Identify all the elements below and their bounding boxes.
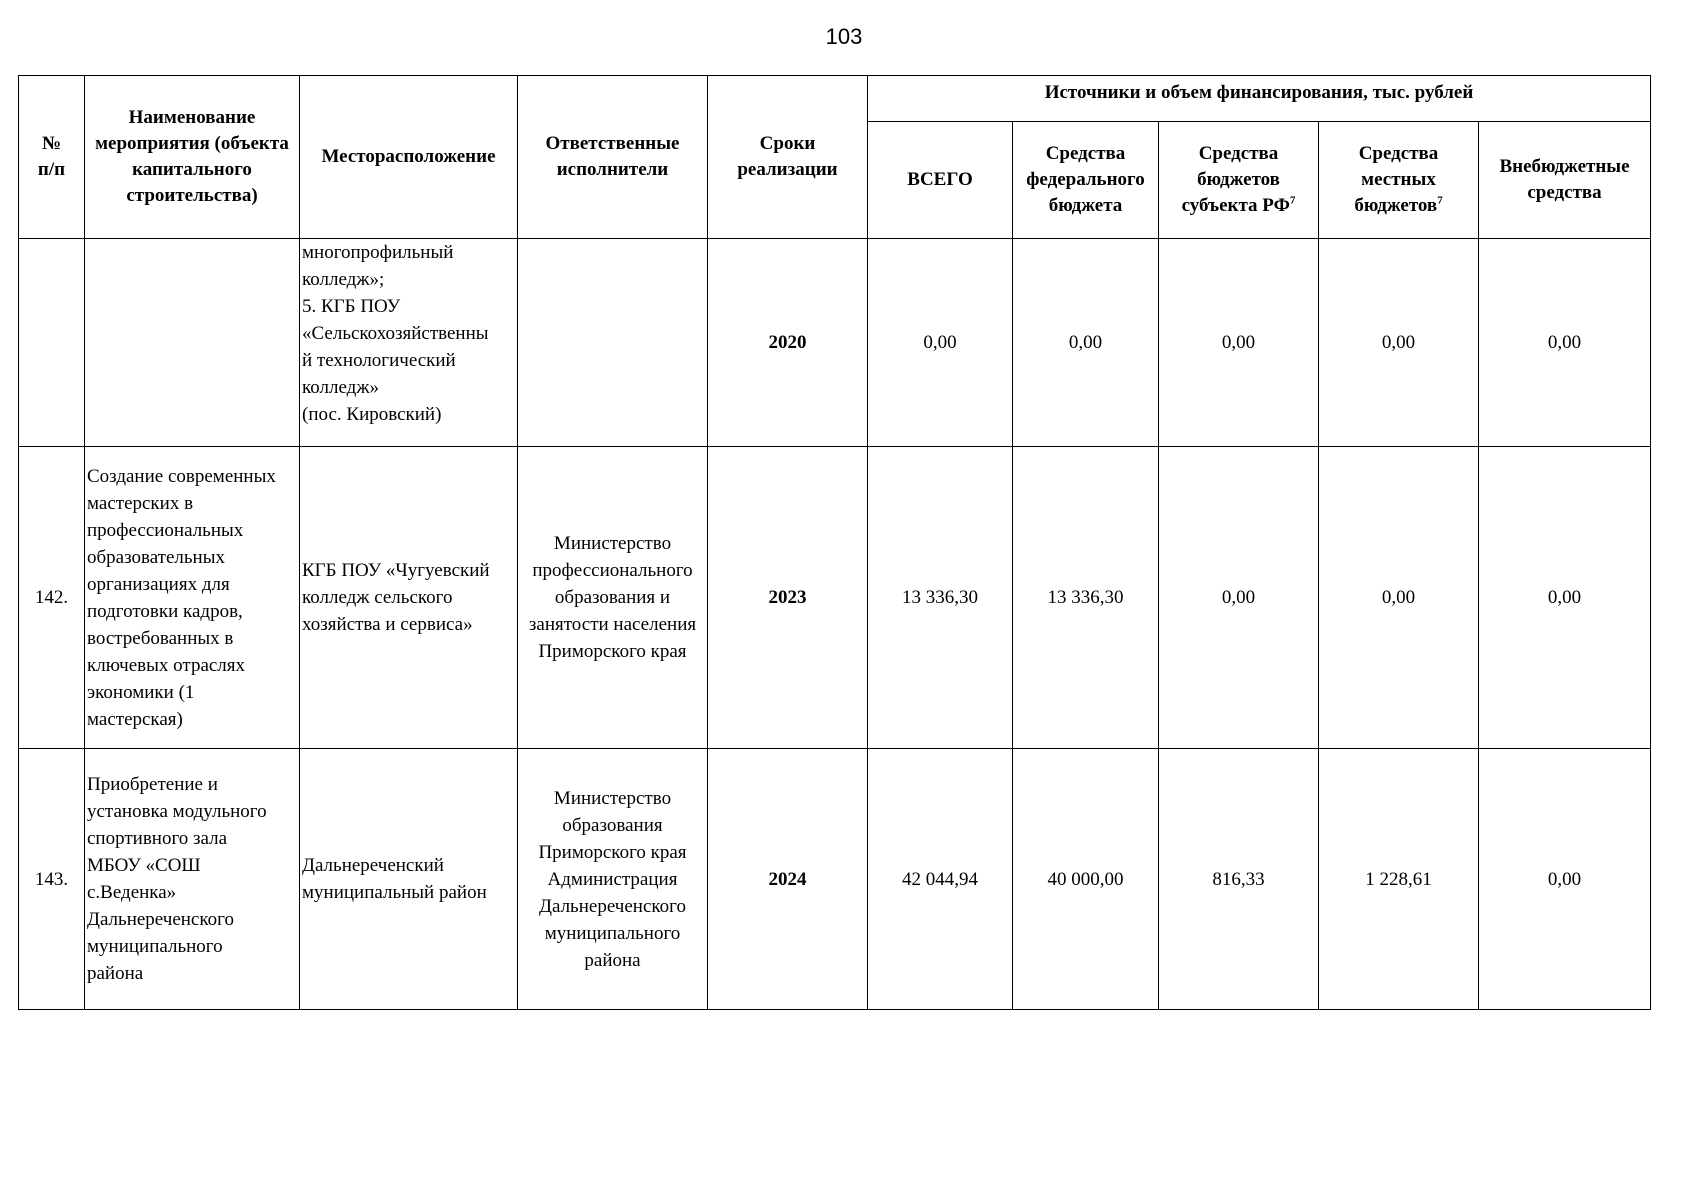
- cell-responsible: Министерство образования Приморского края Администрация Дальнереченского муниципального района: [518, 749, 708, 1010]
- header-regional-cell: [1159, 122, 1319, 239]
- cell-federal: 13 336,30: [1013, 447, 1159, 749]
- cell-total: 13 336,30: [868, 447, 1013, 749]
- header-responsible: Ответственные исполнители: [518, 76, 708, 239]
- cell-extrabudget: 0,00: [1479, 447, 1651, 749]
- cell-local: 1 228,61: [1319, 749, 1479, 1010]
- table-row: [19, 447, 1651, 749]
- table-row: [19, 749, 1651, 1010]
- header-regional-footnote: 7: [1289, 194, 1296, 207]
- cell-local: 0,00: [1319, 239, 1479, 447]
- header-regional: Средства бюджетов субъекта РФ: [1181, 143, 1290, 216]
- header-period: Сроки реализации: [708, 76, 868, 239]
- header-name: Наименование мероприятия (объекта капитального строительства): [85, 76, 300, 239]
- cell-location: Дальнереченский муниципальный район: [300, 749, 518, 1010]
- header-local-cell: [1319, 122, 1479, 239]
- cell-regional: 816,33: [1159, 749, 1319, 1010]
- table-row: [19, 239, 1651, 447]
- cell-extrabudget: 0,00: [1479, 239, 1651, 447]
- cell-location: многопрофильный колледж»; 5. КГБ ПОУ «Сельскохозяйственны й технологический колледж» (пос. Кировский): [300, 239, 518, 447]
- header-federal: Средства федерального бюджета: [1013, 122, 1159, 239]
- cell-federal: 0,00: [1013, 239, 1159, 447]
- cell-location: КГБ ПОУ «Чугуевский колледж сельского хозяйства и сервиса»: [300, 447, 518, 749]
- cell-period: 2024: [708, 749, 868, 1010]
- header-extrabudget: Внебюджетные средства: [1479, 122, 1651, 239]
- cell-period: 2023: [708, 447, 868, 749]
- cell-responsible: [518, 239, 708, 447]
- cell-local: 0,00: [1319, 447, 1479, 749]
- cell-regional: 0,00: [1159, 239, 1319, 447]
- cell-extrabudget: 0,00: [1479, 749, 1651, 1010]
- cell-name: Приобретение и установка модульного спортивного зала МБОУ «СОШ с.Веденка» Дальнереченского муниципального района: [85, 749, 300, 1010]
- header-financing-group: Источники и объем финансирования, тыс. рублей: [868, 76, 1651, 122]
- page-number: 103: [825, 24, 863, 49]
- cell-regional: 0,00: [1159, 447, 1319, 749]
- header-total: ВСЕГО: [868, 122, 1013, 239]
- cell-num: 143.: [19, 749, 85, 1010]
- cell-total: 0,00: [868, 239, 1013, 447]
- cell-federal: 40 000,00: [1013, 749, 1159, 1010]
- cell-total: 42 044,94: [868, 749, 1013, 1010]
- header-location: Месторасположение: [300, 76, 518, 239]
- cell-name: Создание современных мастерских в профессиональных образовательных организациях для подготовки кадров, востребованных в ключевых отраслях экономики (1 мастерская): [85, 447, 300, 749]
- header-local: Средства местных бюджетов: [1354, 143, 1439, 216]
- cell-num: 142.: [19, 447, 85, 749]
- cell-name: [85, 239, 300, 447]
- cell-period: 2020: [708, 239, 868, 447]
- cell-num: [19, 239, 85, 447]
- cell-responsible: Министерство профессионального образования и занятости населения Приморского края: [518, 447, 708, 749]
- header-num: № п/п: [19, 76, 85, 239]
- header-local-footnote: 7: [1437, 194, 1443, 207]
- financing-table: [18, 75, 1651, 1010]
